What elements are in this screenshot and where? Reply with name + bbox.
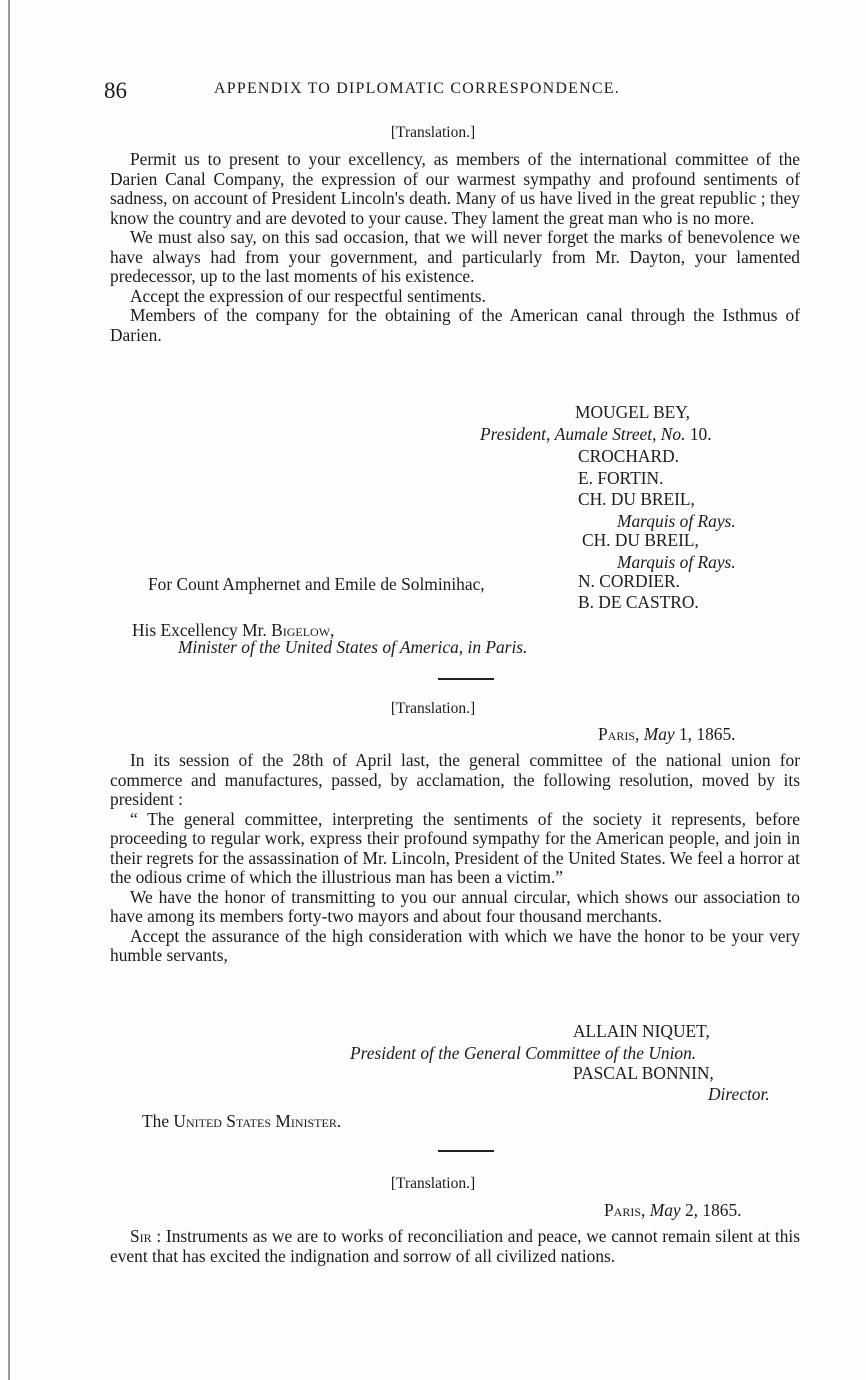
paragraph: Accept the expression of our respectful sentiments. [130, 285, 486, 306]
addressee-title: Minister of the United States of America, in Paris. [178, 637, 528, 657]
signature-president-address [480, 424, 712, 445]
signature-marquis-2: Marquis of Rays. [617, 552, 736, 572]
letter3-body [110, 1227, 800, 1266]
translation-heading-1: [Translation.] [390, 124, 476, 141]
running-head: APPENDIX TO DIPLOMATIC CORRESPONDENCE. [214, 80, 620, 97]
dateline-city: Paris, [604, 1200, 646, 1220]
signature-dubreil-2: CH. DU BREIL, [582, 530, 699, 550]
dateline-year: 2, 1865. [684, 1200, 742, 1220]
signature-director: Director. [708, 1084, 770, 1104]
dateline-3 [604, 1200, 742, 1221]
paragraph [110, 1227, 800, 1266]
signature-fortin: E. FORTIN. [578, 468, 664, 488]
addressee-name: Bigelow, [271, 620, 335, 640]
signature-dubreil-1: CH. DU BREIL, [578, 489, 695, 509]
page-edge [8, 0, 10, 1380]
dateline-month: May [643, 724, 675, 744]
signature-president-general: President of the General Committee of the Union. [350, 1043, 697, 1063]
paragraph-text: Instruments as we are to works of reconciliation and peace, we cannot remain silent at this event that has excited the indignation and sorrow of all civilized nations. [110, 1226, 800, 1266]
signature-count-for: For Count Amphernet and Emile de Solminihac, [148, 574, 485, 594]
signature-niquet: ALLAIN NIQUET, [573, 1021, 710, 1041]
signature-cordier: N. CORDIER. [578, 571, 680, 591]
address: Aumale Street, No. [554, 424, 686, 444]
paragraph: We have the honor of transmitting to you our annual circular, which shows our association to have among its members forty-two mayors and about four thousand merchants. [110, 886, 800, 926]
page-number: 86 [104, 78, 127, 103]
signature-marquis-1: Marquis of Rays. [617, 511, 736, 531]
signature-crochard: CROCHARD. [578, 446, 679, 466]
addressee-prefix: His Excellency Mr. [132, 620, 267, 640]
address-number: 10. [689, 424, 712, 444]
section-divider [438, 1150, 494, 1152]
dateline-month: May [649, 1200, 681, 1220]
paragraph: Accept the assurance of the high consideration with which we have the honor to be your very humble servants, [110, 925, 800, 965]
signature-bonnin: PASCAL BONNIN, [573, 1063, 714, 1083]
translation-heading-2: [Translation.] [390, 700, 476, 717]
paragraph: In its session of the 28th of April last, the general committee of the national union for commerce and manufactures, passed, by acclamation, the following resolution, moved by its president : [110, 750, 800, 809]
letter2-body [110, 751, 800, 966]
dateline-city: Paris, [598, 724, 640, 744]
salutation: Sir : [130, 1226, 162, 1246]
letter1-body [110, 150, 800, 345]
paragraph: We must also say, on this sad occasion, that we will never forget the marks of benevolence we have always had from your government, and particularly from Mr. Dayton, your lamented predecessor, up to the last moments of his existence. [110, 227, 800, 286]
addressee-minister: United States Minister. [173, 1111, 342, 1131]
dateline-year: 1, 1865. [678, 724, 736, 744]
signature-castro: B. DE CASTRO. [578, 592, 699, 612]
translation-heading-3: [Translation.] [390, 1175, 476, 1192]
addressee-the: The [142, 1111, 170, 1131]
dateline-2 [598, 724, 736, 745]
quoted-resolution: “ The general committee, interpreting the sentiments of the society it represents, before proceeding to regular work, express their profound sympathy for the American people, and join in their regrets for the assassination of Mr. Lincoln, President of the United States. We feel a horror at the odious crime of which the illustrious man has been a victim.” [110, 808, 800, 887]
signature-mougel: MOUGEL BEY, [575, 402, 690, 422]
addressee-line-2 [142, 1111, 341, 1132]
president-label: President, [480, 424, 551, 444]
paragraph: Members of the company for the obtaining of the American canal through the Isthmus of Darien. [110, 305, 800, 345]
section-divider [438, 678, 494, 680]
paragraph: Permit us to present to your excellency, as members of the international committee of the Darien Canal Company, the expression of our warmest sympathy and profound sentiments of sadness, on account of President Lincoln's death. Many of us have lived in the great republic ; they know the country and are devoted to your cause. They lament the great man who is no more. [110, 149, 800, 228]
